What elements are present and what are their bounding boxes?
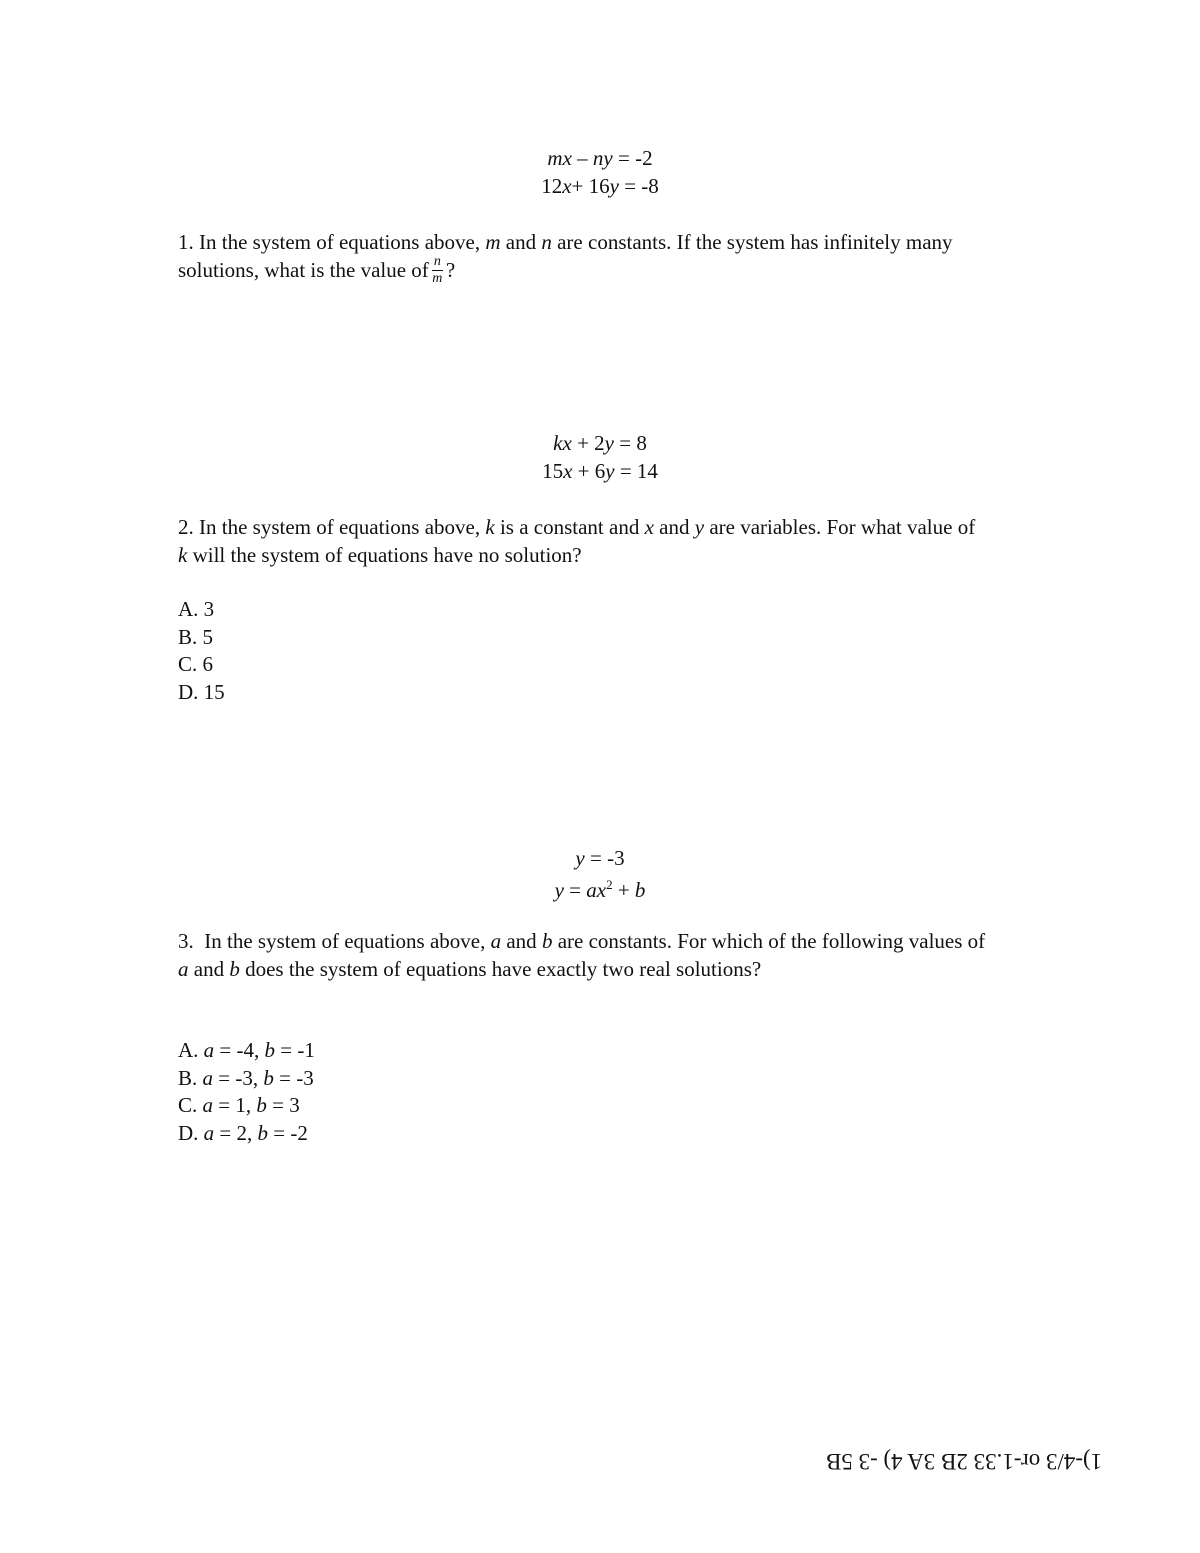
p3-eq2-plus: + — [612, 878, 635, 902]
q1-fraction-denominator: m — [432, 270, 443, 286]
q3-choice-a-var-b: b — [264, 1038, 276, 1062]
q3-choice-a-var-a: a — [203, 1038, 215, 1062]
p1-eq2-rhs: = -8 — [618, 174, 659, 198]
p1-equation-2 — [0, 172, 1200, 200]
q3-var-b: b — [541, 929, 553, 953]
q1-var-n: n — [541, 230, 552, 254]
q2-var-k-2: k — [178, 543, 188, 567]
p2-equation-1 — [0, 429, 1200, 457]
p3-equation-1 — [0, 844, 1200, 872]
p1-eq2-var-x: x — [562, 174, 572, 198]
p3-eq2-var-y: y — [554, 878, 564, 902]
q2-choice-a: A. 3 — [178, 597, 215, 621]
p2-eq2-rhs: = 14 — [614, 459, 658, 483]
q2-var-k: k — [485, 515, 495, 539]
p3-eq2-var-b: b — [634, 878, 646, 902]
p3-eq1-var-y: y — [575, 846, 585, 870]
q3-text-d: and — [188, 957, 230, 981]
p3-eq2-term-ax: ax — [586, 878, 607, 902]
p2-eq1-plus-2: + 2 — [577, 431, 605, 455]
q3-choice-d-label: D. — [178, 1120, 204, 1145]
q3-text-c: are constants. For which of the following values of — [552, 929, 986, 953]
p1-eq2-coef-12: 12 — [541, 174, 563, 198]
q3-choice-c-label: C. — [178, 1093, 203, 1117]
question-2-number: 2. — [178, 515, 194, 539]
q3-text-e: does the system of equations have exactly two real solutions? — [239, 957, 762, 981]
question-2-choices — [178, 596, 225, 706]
p2-eq1-rhs: = 8 — [613, 431, 647, 455]
q3-choice-a-label: A. — [178, 1038, 204, 1062]
q3-choice-c-var-a: a — [202, 1093, 214, 1117]
q3-choice-b-a-value: = -3, — [213, 1065, 264, 1090]
q3-choice-d-b-value: = -2 — [268, 1120, 308, 1145]
q3-choice-d-a-value: = 2, — [214, 1120, 258, 1145]
q3-choice-b-var-b: b — [263, 1065, 274, 1090]
p2-eq2-plus-6: + 6 — [577, 459, 606, 483]
p3-eq2-equals: = — [563, 878, 587, 902]
p1-equation-1 — [0, 144, 1200, 172]
q2-choice-b: B. 5 — [178, 624, 214, 649]
p3-eq2-exponent: 2 — [606, 877, 613, 892]
q3-var-b-2: b — [229, 957, 240, 981]
q1-text-b: and — [500, 230, 542, 254]
q3-choice-a — [178, 1037, 315, 1065]
question-3 — [178, 927, 988, 983]
q3-var-a-2: a — [178, 957, 189, 981]
q2-text-e: will the system of equations have no solution? — [187, 543, 582, 567]
q1-var-m: m — [485, 230, 501, 254]
p1-eq2-var-y: y — [609, 174, 619, 198]
q3-choice-c-b-value: = 3 — [266, 1093, 300, 1117]
q1-fraction-n-over-m — [432, 255, 443, 286]
q3-var-a: a — [490, 929, 502, 953]
p1-eq1-term-mx: mx — [547, 146, 572, 170]
q3-choice-b-b-value: = -3 — [273, 1065, 314, 1090]
q3-choice-a-b-value: = -1 — [275, 1038, 315, 1062]
p1-eq1-rhs: = -2 — [612, 146, 653, 170]
q3-choice-c-var-b: b — [256, 1093, 267, 1117]
p2-eq2-var-y: y — [605, 459, 615, 483]
question-3-number: 3. — [178, 929, 194, 953]
q2-text-c: and — [653, 515, 695, 539]
answer-key-upside-down: 1)-4/3 or-1.33 2B 3A 4) -3 5B — [826, 1449, 1103, 1474]
q3-choice-b — [178, 1065, 315, 1093]
p3-equation-2 — [0, 871, 1200, 904]
q2-text-a: In the system of equations above, — [193, 515, 486, 539]
q3-choice-b-var-a: a — [202, 1065, 214, 1090]
q2-text-b: is a constant and — [494, 515, 645, 539]
q1-text-a: In the system of equations above, — [193, 230, 486, 254]
p2-eq1-term-kx: kx — [553, 431, 572, 455]
p2-equation-2 — [0, 457, 1200, 485]
q2-choice-d: D. 15 — [178, 679, 225, 704]
question-3-choices — [178, 1037, 315, 1147]
question-1 — [178, 228, 988, 288]
q3-choice-a-a-value: = -4, — [214, 1038, 265, 1062]
p2-eq2-coef-15: 15 — [542, 459, 564, 483]
q3-choice-d-var-b: b — [257, 1120, 269, 1145]
q3-choice-c-a-value: = 1, — [213, 1093, 257, 1117]
question-1-number: 1. — [178, 230, 194, 254]
q1-text-c: are constants. If the system has infinitely many solutions, what is the value of — [178, 230, 953, 282]
p2-eq2-var-x: x — [563, 459, 573, 483]
q3-choice-b-label: B. — [178, 1065, 203, 1090]
q3-choice-c — [178, 1092, 315, 1120]
question-2 — [178, 513, 988, 569]
p1-eq1-minus: – — [571, 146, 593, 170]
q2-text-d: are variables. For what value of — [704, 515, 976, 539]
q2-choice-c: C. 6 — [178, 652, 214, 676]
q2-var-y: y — [694, 515, 705, 539]
q2-var-x: x — [644, 515, 654, 539]
p2-eq1-var-y: y — [604, 431, 614, 455]
p1-eq2-plus-16: + 16 — [571, 174, 610, 198]
q3-text-b: and — [501, 929, 542, 953]
q1-fraction-numerator: n — [433, 253, 441, 269]
p1-eq1-term-ny: ny — [592, 146, 613, 170]
q1-question-mark: ? — [445, 258, 456, 282]
q3-choice-d — [178, 1120, 315, 1148]
q3-text-a: In the system of equations above, — [193, 929, 491, 953]
q3-choice-d-var-a: a — [203, 1120, 215, 1145]
p3-eq1-rhs: = -3 — [584, 846, 625, 870]
